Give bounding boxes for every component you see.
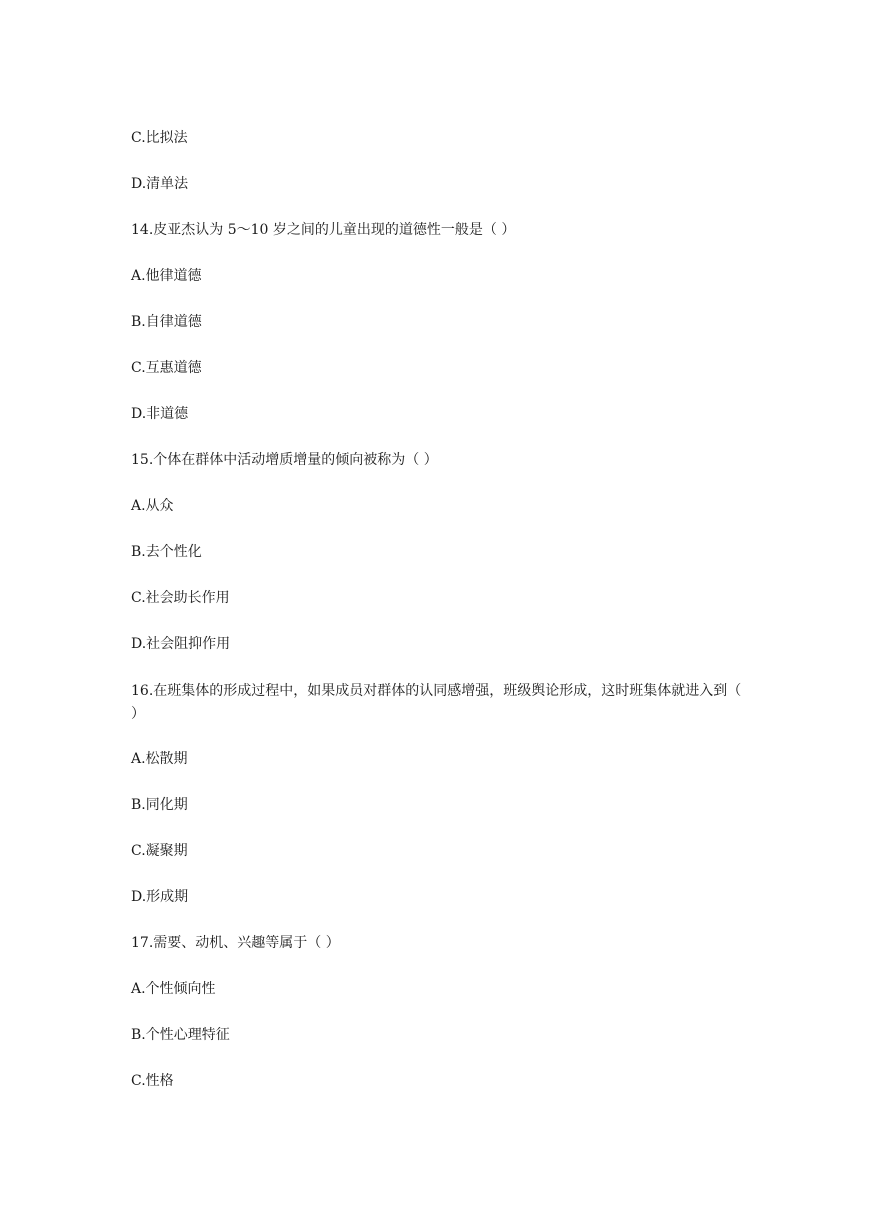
option-b-q15: B.去个性化 [131,544,202,560]
document-page [131,128,751,1117]
question-17: 17.需要、动机、兴趣等属于（ ） [131,935,340,951]
option-a-q14: A.他律道德 [131,268,202,284]
question-15: 15.个体在群体中活动增质增量的倾向被称为（ ） [131,452,438,468]
option-d-q14: D.非道德 [131,406,189,422]
option-c-q16: C.凝聚期 [131,843,188,859]
option-d-q13: D.清单法 [131,176,189,192]
option-b-q14: B.自律道德 [131,314,202,330]
option-c-q17: C.性格 [131,1073,174,1089]
option-a-q15: A.从众 [131,498,174,514]
option-c-q15: C.社会助长作用 [131,590,230,606]
question-14: 14.皮亚杰认为 5～10 岁之间的儿童出现的道德性一般是（ ） [131,222,516,238]
option-b-q16: B.同化期 [131,797,188,813]
option-b-q17: B.个性心理特征 [131,1027,230,1043]
option-d-q16: D.形成期 [131,889,189,905]
option-a-q16: A.松散期 [131,751,188,767]
option-c-q14: C.互惠道德 [131,360,202,376]
option-a-q17: A.个性倾向性 [131,981,216,997]
option-c-q13: C.比拟法 [131,130,188,146]
option-d-q15: D.社会阻抑作用 [131,636,231,652]
question-16: 16.在班集体的形成过程中，如果成员对群体的认同感增强，班级舆论形成，这时班集体就进入到（ ） [131,683,742,722]
